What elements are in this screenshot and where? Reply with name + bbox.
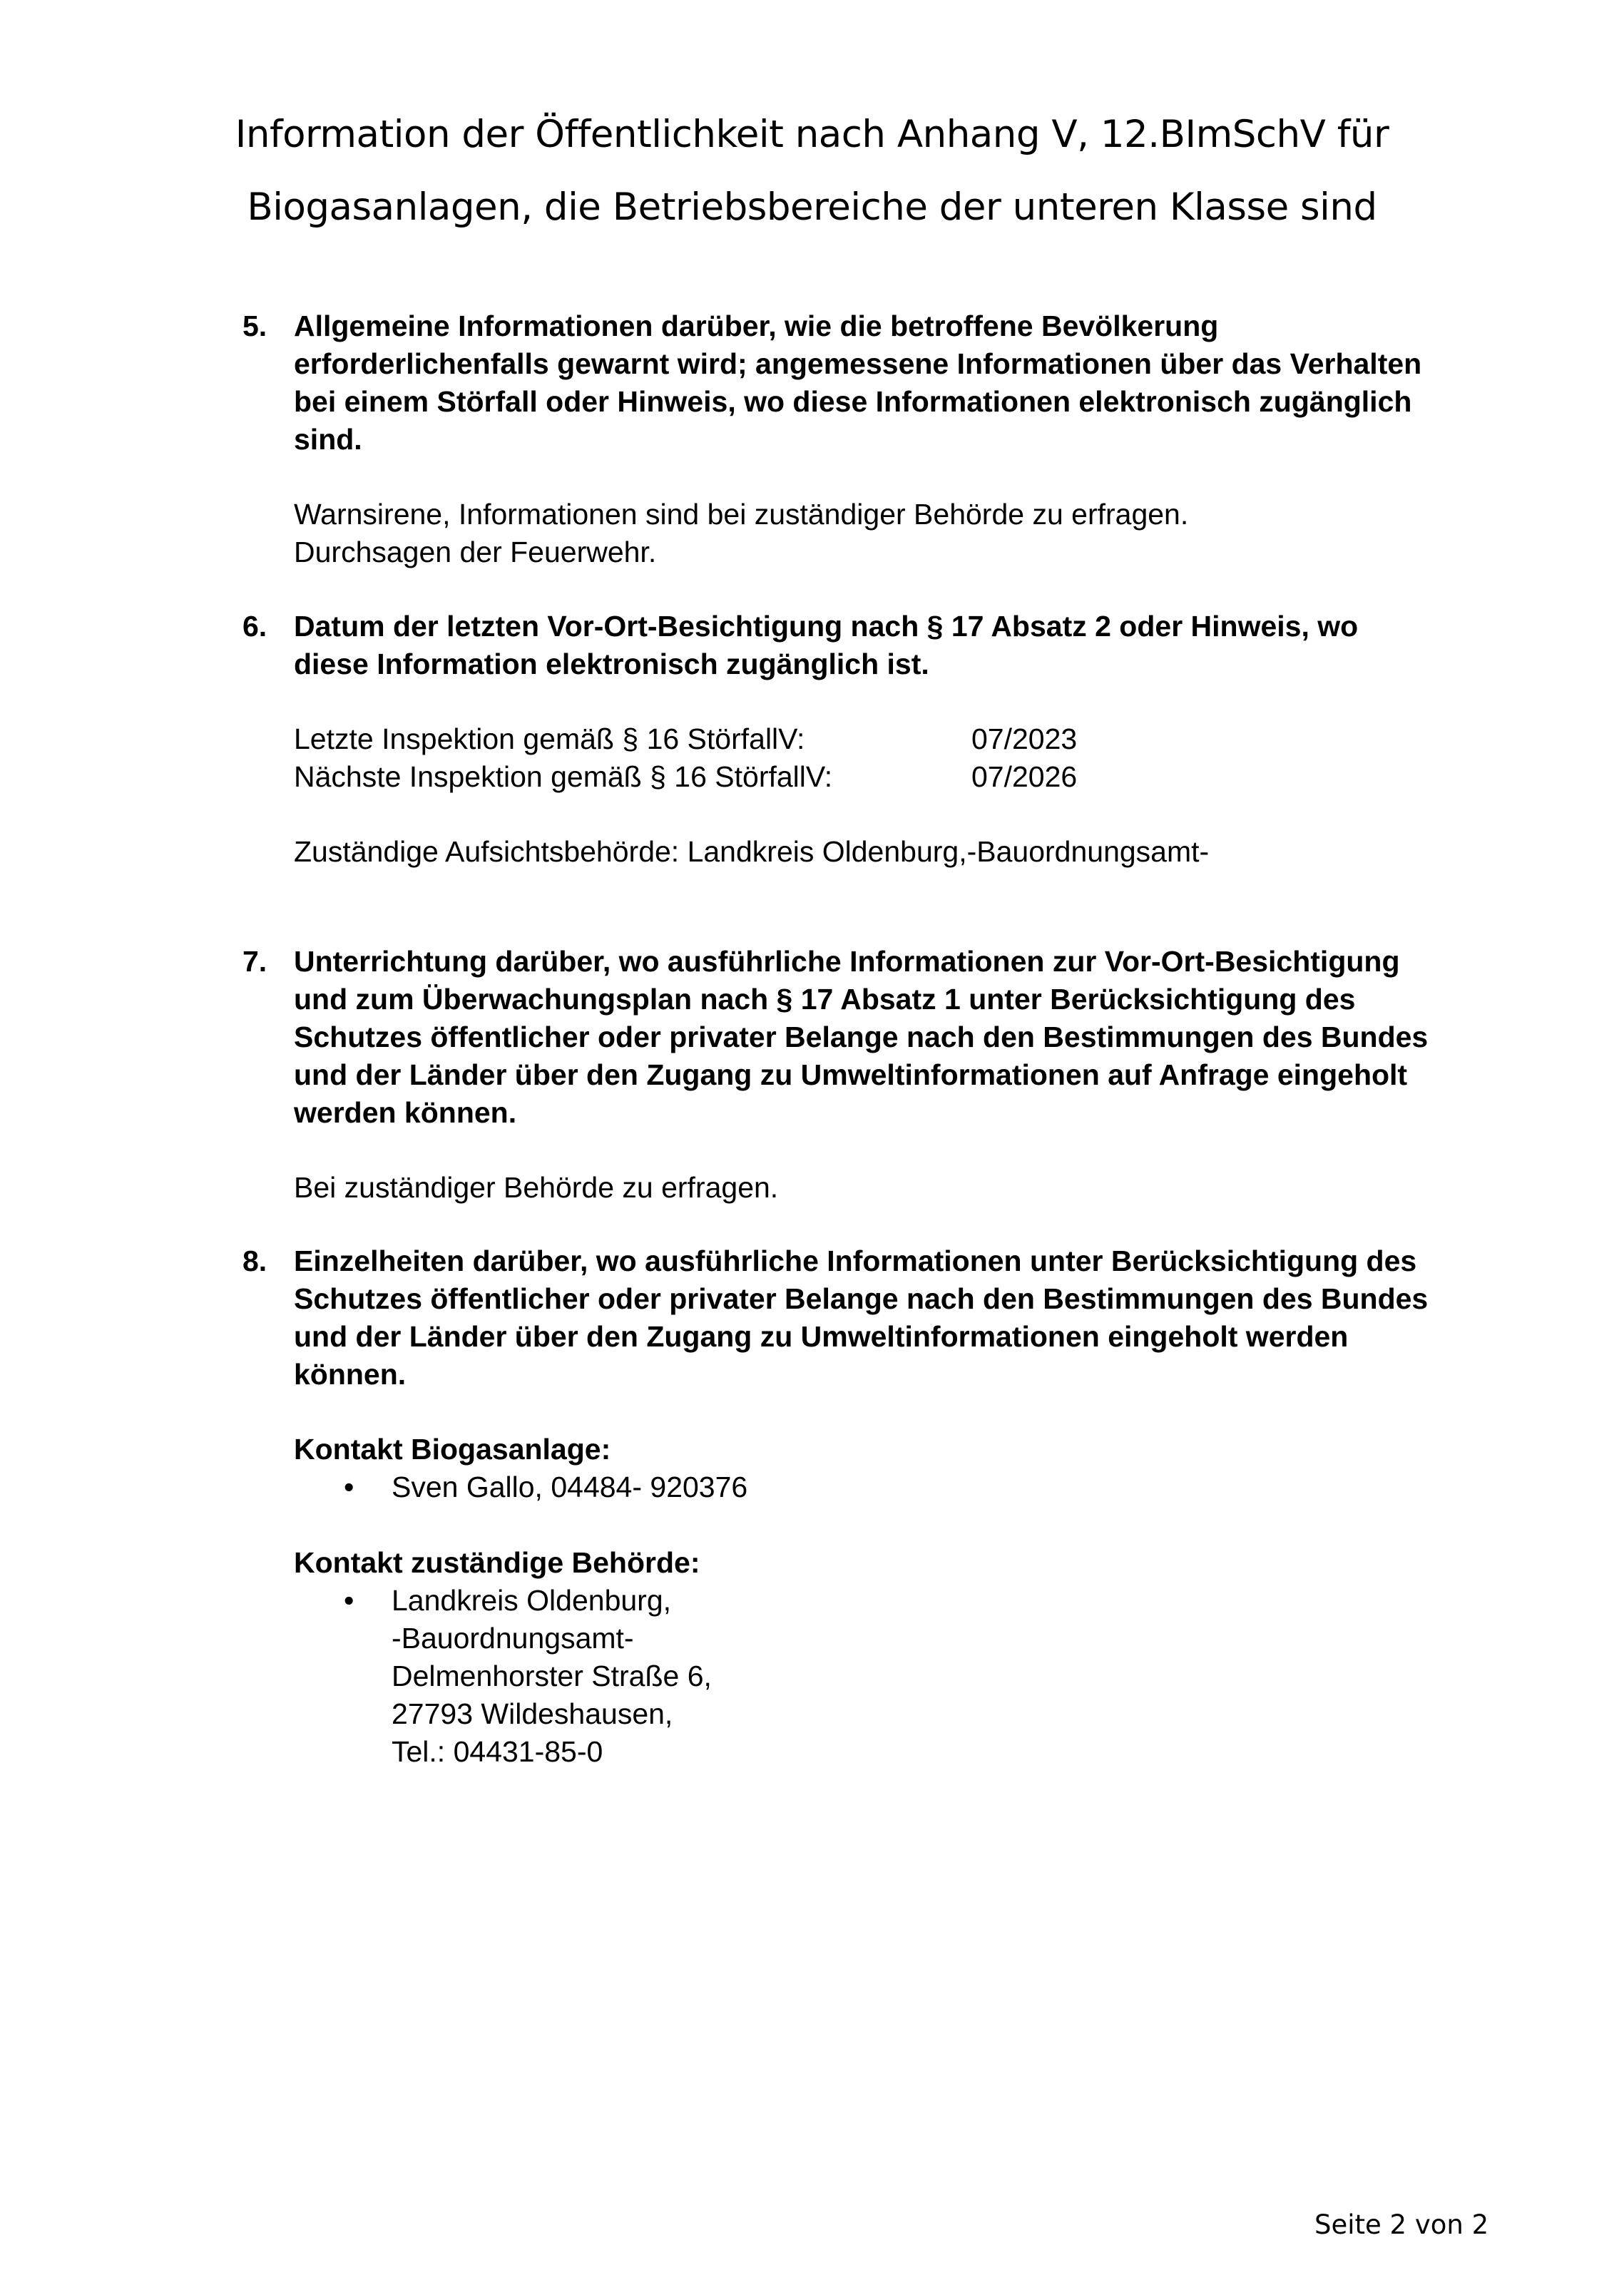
section-number: 5. <box>242 310 267 342</box>
section-number: 8. <box>242 1244 267 1277</box>
section-7-heading <box>242 943 1469 1132</box>
heading-line: werden können. <box>294 1096 517 1129</box>
address-line: 27793 Wildeshausen, <box>392 1697 673 1730</box>
authority-text: Zuständige Aufsichtsbehörde: Landkreis Oldenburg,-Bauordnungsamt- <box>294 835 1210 868</box>
inspection-label: Nächste Inspektion gemäß § 16 StörfallV: <box>294 760 833 793</box>
inspection-table <box>242 720 1469 796</box>
list-item <box>294 1582 1469 1771</box>
inspection-label: Letzte Inspektion gemäß § 16 StörfallV: <box>294 722 805 755</box>
heading-line: diese Information elektronisch zugänglich ist. <box>294 648 929 680</box>
heading-line: und zum Überwachungsplan nach § 17 Absatz 1 unter Berücksichtigung des <box>294 983 1356 1016</box>
heading-line: Allgemeine Informationen darüber, wie die betroffene Bevölkerung <box>294 310 1219 342</box>
heading-line: und der Länder über den Zugang zu Umweltinformationen eingeholt werden <box>294 1320 1349 1353</box>
bullet-icon: • <box>344 1471 354 1503</box>
section-5-body <box>242 496 1469 571</box>
section-number: 6. <box>242 610 267 643</box>
heading-line: und der Länder über den Zugang zu Umweltinformationen auf Anfrage eingeholt <box>294 1058 1408 1091</box>
section-7-body <box>242 1169 1469 1207</box>
document-title-line-1: Information der Öffentlichkeit nach Anhang V, 12.BImSchV für <box>235 113 1389 156</box>
body-line: Bei zuständiger Behörde zu erfragen. <box>294 1171 779 1204</box>
heading-line: Schutzes öffentlicher oder privater Belange nach den Bestimmungen des Bundes <box>294 1021 1429 1053</box>
section-7 <box>242 943 1469 1207</box>
document-title-line-2: Biogasanlagen, die Betriebsbereiche der unteren Klasse sind <box>247 185 1377 229</box>
inspection-row-last <box>294 720 1469 758</box>
heading-line: Schutzes öffentlicher oder privater Belange nach den Bestimmungen des Bundes <box>294 1282 1429 1315</box>
contact-authority <box>242 1544 1469 1771</box>
heading-line: können. <box>294 1358 407 1391</box>
body-line: Warnsirene, Informationen sind bei zuständiger Behörde zu erfragen. <box>294 498 1189 531</box>
section-8 <box>242 1242 1469 1771</box>
inspection-row-next <box>294 758 1469 796</box>
address-line: Delmenhorster Straße 6, <box>392 1660 712 1692</box>
heading-line: Einzelheiten darüber, wo ausführliche Informationen unter Berücksichtigung des <box>294 1244 1417 1277</box>
document-title <box>0 98 1624 244</box>
contact-authority-title: Kontakt zuständige Behörde: <box>294 1546 700 1579</box>
bullet-icon: • <box>344 1584 354 1617</box>
section-number: 7. <box>242 945 267 978</box>
heading-line: Datum der letzten Vor-Ort-Besichtigung nach § 17 Absatz 2 oder Hinweis, wo <box>294 610 1359 643</box>
contact-plant-title: Kontakt Biogasanlage: <box>294 1433 611 1466</box>
body-line: Durchsagen der Feuerwehr. <box>294 536 657 568</box>
section-5 <box>242 307 1469 571</box>
list-item <box>294 1468 1469 1506</box>
heading-line: bei einem Störfall oder Hinweis, wo diese Informationen elektronisch zugänglich <box>294 385 1412 418</box>
section-8-heading <box>242 1242 1469 1394</box>
section-6 <box>242 608 1469 871</box>
heading-line: Unterrichtung darüber, wo ausführliche Informationen zur Vor-Ort-Besichtigung <box>294 945 1400 978</box>
section-6-heading <box>242 608 1469 683</box>
contact-line: Sven Gallo, 04484- 920376 <box>392 1471 748 1503</box>
heading-line: erforderlichenfalls gewarnt wird; angemessene Informationen über das Verhalten <box>294 347 1422 380</box>
heading-line: sind. <box>294 423 362 456</box>
phone-line: Tel.: 04431-85-0 <box>392 1735 603 1768</box>
authority-line <box>242 833 1469 871</box>
inspection-date: 07/2026 <box>971 760 1078 793</box>
address-line: -Bauordnungsamt- <box>392 1622 634 1655</box>
address-line: Landkreis Oldenburg, <box>392 1584 672 1617</box>
inspection-date: 07/2023 <box>971 722 1078 755</box>
page-number: Seite 2 von 2 <box>1314 2209 1489 2240</box>
section-5-heading <box>242 307 1469 459</box>
contact-plant <box>242 1431 1469 1506</box>
